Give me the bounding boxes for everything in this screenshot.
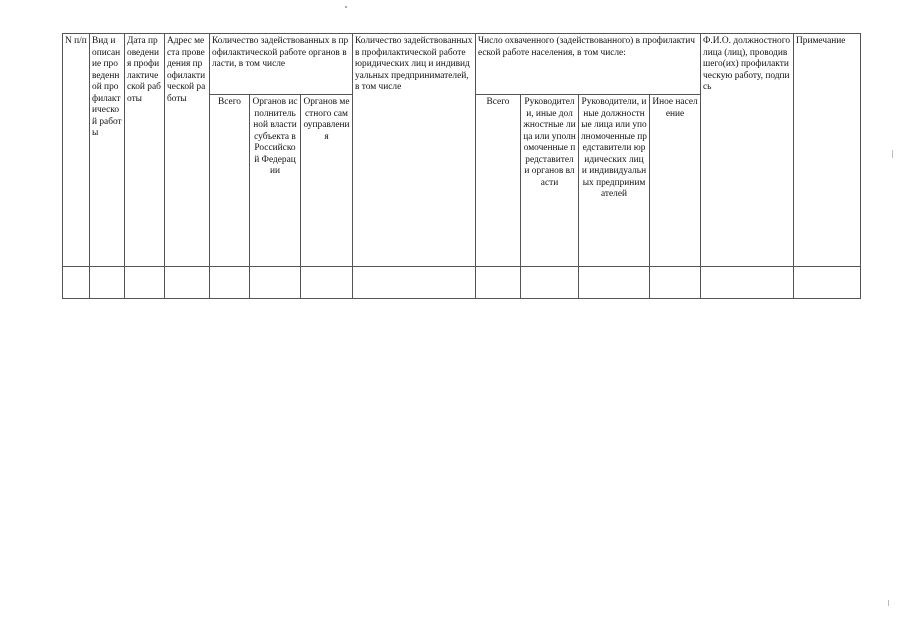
population-other-header: Иное население — [650, 95, 701, 267]
col-note-header: Примечание — [794, 34, 861, 267]
col-address-header: Адрес места проведения профилактической работы — [165, 34, 210, 267]
table-cell — [210, 267, 250, 299]
col-authorities-header: Количество задействованных в профилактической работе органов власти, в том числе — [210, 34, 353, 95]
table-cell — [165, 267, 210, 299]
authorities-subject-header: Органов исполнительной власти субъекта в Российской Федерации — [250, 95, 301, 267]
table-cell — [90, 267, 125, 299]
table-cell — [579, 267, 650, 299]
population-authorities-header: Руководители, иные должностные лица или уполномоченные представители органов власти — [521, 95, 579, 267]
table-cell — [250, 267, 301, 299]
report-form-table — [62, 33, 861, 299]
table-cell — [353, 267, 476, 299]
table-cell — [476, 267, 521, 299]
table-cell — [125, 267, 165, 299]
authorities-local-header: Органов местного самоуправления — [301, 95, 353, 267]
population-total-header: Всего — [476, 95, 521, 267]
scan-mark — [892, 150, 893, 158]
col-number-header: N п/п — [63, 34, 90, 267]
population-legal-header: Руководители, иные должностные лица или уполномоченные представители юридических лиц и индивидуальных предпринимателей — [579, 95, 650, 267]
table-cell — [650, 267, 701, 299]
table-cell — [521, 267, 579, 299]
scan-speck — [345, 6, 347, 8]
table-row — [63, 267, 861, 299]
table-cell — [794, 267, 861, 299]
scan-mark — [888, 600, 889, 606]
col-date-header: Дата проведения профилактической работы — [125, 34, 165, 267]
header-row-1 — [63, 34, 861, 95]
table-cell — [63, 267, 90, 299]
authorities-total-header: Всего — [210, 95, 250, 267]
table-cell — [301, 267, 353, 299]
col-type-header: Вид и описание проведенной профилактической работы — [90, 34, 125, 267]
col-legal-entities-header: Количество задействованных в профилактической работе юридических лиц и индивидуальных предпринимателей, в том числе — [353, 34, 476, 267]
col-population-header: Число охваченного (задействованного) в профилактической работе населения, в том числе: — [476, 34, 701, 95]
table-cell — [701, 267, 794, 299]
col-official-header: Ф.И.О. должностного лица (лиц), проводившего(их) профилактическую работу, подпись — [701, 34, 794, 267]
